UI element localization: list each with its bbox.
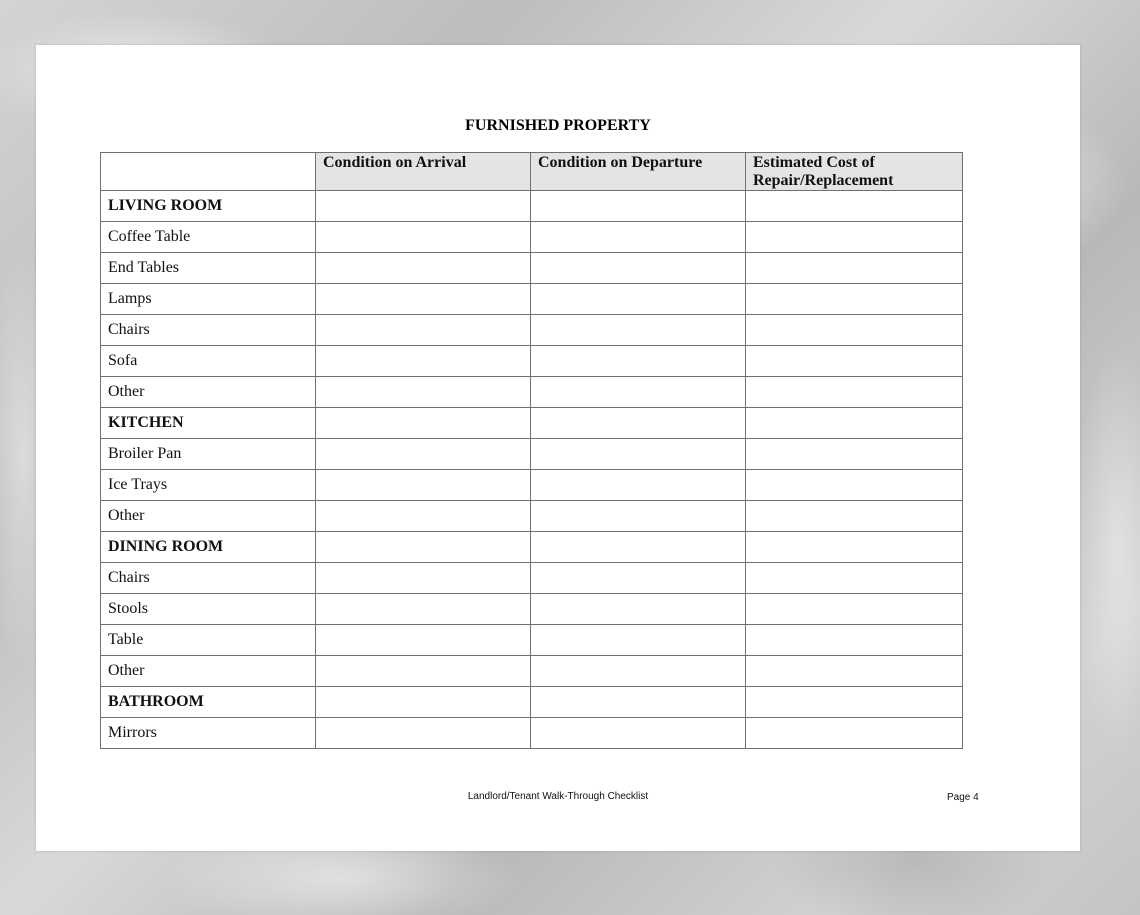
table-row bbox=[101, 222, 963, 253]
estimated-cost-cell[interactable] bbox=[746, 563, 963, 594]
departure-condition-cell[interactable] bbox=[531, 470, 746, 501]
estimated-cost-cell[interactable] bbox=[746, 718, 963, 749]
arrival-condition-cell[interactable] bbox=[316, 470, 531, 501]
departure-condition-cell[interactable] bbox=[531, 439, 746, 470]
estimated-cost-cell[interactable] bbox=[746, 687, 963, 718]
item-label: Other bbox=[101, 501, 316, 532]
item-label: Broiler Pan bbox=[101, 439, 316, 470]
arrival-condition-cell[interactable] bbox=[316, 191, 531, 222]
item-label: Coffee Table bbox=[101, 222, 316, 253]
estimated-cost-cell[interactable] bbox=[746, 501, 963, 532]
table-header-row bbox=[101, 153, 963, 191]
document-title: FURNISHED PROPERTY bbox=[465, 117, 651, 134]
estimated-cost-cell[interactable] bbox=[746, 191, 963, 222]
departure-condition-cell[interactable] bbox=[531, 253, 746, 284]
arrival-condition-cell[interactable] bbox=[316, 346, 531, 377]
arrival-condition-cell[interactable] bbox=[316, 377, 531, 408]
column-header-estimated-cost: Estimated Cost of Repair/Replacement bbox=[746, 153, 963, 191]
table-row bbox=[101, 656, 963, 687]
estimated-cost-cell[interactable] bbox=[746, 253, 963, 284]
departure-condition-cell[interactable] bbox=[531, 501, 746, 532]
estimated-cost-cell[interactable] bbox=[746, 470, 963, 501]
item-label: Stools bbox=[101, 594, 316, 625]
table-row bbox=[101, 501, 963, 532]
section-row bbox=[101, 191, 963, 222]
table-row bbox=[101, 346, 963, 377]
departure-condition-cell[interactable] bbox=[531, 222, 746, 253]
departure-condition-cell[interactable] bbox=[531, 408, 746, 439]
estimated-cost-cell[interactable] bbox=[746, 222, 963, 253]
arrival-condition-cell[interactable] bbox=[316, 315, 531, 346]
table-body bbox=[101, 191, 963, 749]
departure-condition-cell[interactable] bbox=[531, 191, 746, 222]
item-label: Other bbox=[101, 656, 316, 687]
table-row bbox=[101, 439, 963, 470]
furnished-property-table bbox=[100, 152, 963, 749]
section-label: BATHROOM bbox=[101, 687, 316, 718]
estimated-cost-cell[interactable] bbox=[746, 439, 963, 470]
arrival-condition-cell[interactable] bbox=[316, 253, 531, 284]
footer-document-name: Landlord/Tenant Walk-Through Checklist bbox=[467, 791, 649, 802]
section-label: LIVING ROOM bbox=[101, 191, 316, 222]
estimated-cost-cell[interactable] bbox=[746, 377, 963, 408]
estimated-cost-cell[interactable] bbox=[746, 656, 963, 687]
table-row bbox=[101, 253, 963, 284]
table-row bbox=[101, 718, 963, 749]
item-label: Chairs bbox=[101, 315, 316, 346]
arrival-condition-cell[interactable] bbox=[316, 594, 531, 625]
item-label: Sofa bbox=[101, 346, 316, 377]
arrival-condition-cell[interactable] bbox=[316, 222, 531, 253]
arrival-condition-cell[interactable] bbox=[316, 656, 531, 687]
column-header-departure: Condition on Departure bbox=[531, 153, 746, 191]
table-row bbox=[101, 563, 963, 594]
arrival-condition-cell[interactable] bbox=[316, 718, 531, 749]
table-row bbox=[101, 315, 963, 346]
table-row bbox=[101, 594, 963, 625]
arrival-condition-cell[interactable] bbox=[316, 408, 531, 439]
table-row bbox=[101, 470, 963, 501]
item-label: Mirrors bbox=[101, 718, 316, 749]
item-label: Ice Trays bbox=[101, 470, 316, 501]
departure-condition-cell[interactable] bbox=[531, 687, 746, 718]
item-label: Table bbox=[101, 625, 316, 656]
departure-condition-cell[interactable] bbox=[531, 284, 746, 315]
section-label: DINING ROOM bbox=[101, 532, 316, 563]
departure-condition-cell[interactable] bbox=[531, 377, 746, 408]
table-row bbox=[101, 284, 963, 315]
estimated-cost-cell[interactable] bbox=[746, 408, 963, 439]
departure-condition-cell[interactable] bbox=[531, 594, 746, 625]
estimated-cost-cell[interactable] bbox=[746, 594, 963, 625]
column-header-arrival: Condition on Arrival bbox=[316, 153, 531, 191]
departure-condition-cell[interactable] bbox=[531, 656, 746, 687]
arrival-condition-cell[interactable] bbox=[316, 284, 531, 315]
estimated-cost-cell[interactable] bbox=[746, 315, 963, 346]
item-label: Other bbox=[101, 377, 316, 408]
section-label: KITCHEN bbox=[101, 408, 316, 439]
estimated-cost-cell[interactable] bbox=[746, 284, 963, 315]
estimated-cost-cell[interactable] bbox=[746, 625, 963, 656]
item-label: Lamps bbox=[101, 284, 316, 315]
estimated-cost-cell[interactable] bbox=[746, 346, 963, 377]
arrival-condition-cell[interactable] bbox=[316, 563, 531, 594]
departure-condition-cell[interactable] bbox=[531, 625, 746, 656]
section-row bbox=[101, 687, 963, 718]
estimated-cost-cell[interactable] bbox=[746, 532, 963, 563]
departure-condition-cell[interactable] bbox=[531, 563, 746, 594]
departure-condition-cell[interactable] bbox=[531, 718, 746, 749]
footer-page-number: Page 4 bbox=[947, 792, 979, 803]
section-row bbox=[101, 532, 963, 563]
departure-condition-cell[interactable] bbox=[531, 532, 746, 563]
departure-condition-cell[interactable] bbox=[531, 315, 746, 346]
table-row bbox=[101, 377, 963, 408]
table-row bbox=[101, 625, 963, 656]
arrival-condition-cell[interactable] bbox=[316, 687, 531, 718]
departure-condition-cell[interactable] bbox=[531, 346, 746, 377]
arrival-condition-cell[interactable] bbox=[316, 532, 531, 563]
column-header-item bbox=[101, 153, 316, 191]
item-label: End Tables bbox=[101, 253, 316, 284]
arrival-condition-cell[interactable] bbox=[316, 439, 531, 470]
item-label: Chairs bbox=[101, 563, 316, 594]
arrival-condition-cell[interactable] bbox=[316, 625, 531, 656]
document-page bbox=[36, 45, 1080, 851]
arrival-condition-cell[interactable] bbox=[316, 501, 531, 532]
section-row bbox=[101, 408, 963, 439]
